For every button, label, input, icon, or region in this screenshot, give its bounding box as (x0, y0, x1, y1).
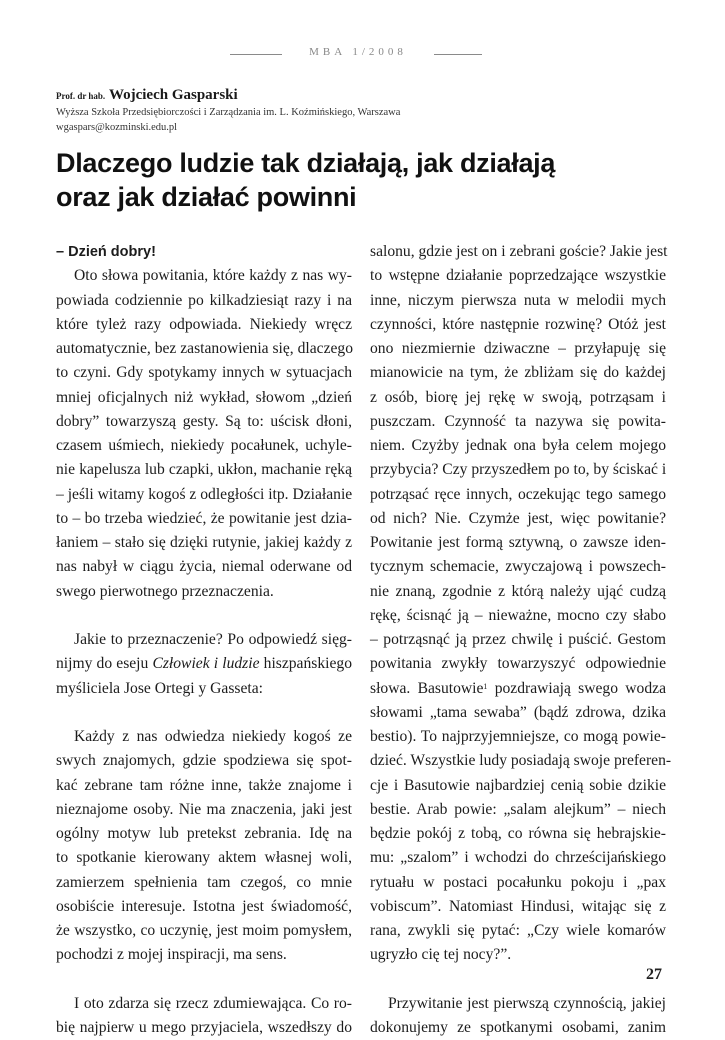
title-line-1: Dlaczego ludzie tak działają, jak działają (56, 148, 556, 178)
text-line: to – bo trzeba wiedzieć, że powitanie jest dzia- (56, 509, 352, 527)
footnote-marker[interactable]: 1 (483, 681, 488, 691)
article-title (56, 146, 676, 214)
author-title: Prof. dr hab. (56, 91, 106, 101)
text-line: to czyni. Gdy spotykamy innych w sytuacjach (56, 364, 352, 382)
text-line: – potrząsnąć ją przez chwilę i puścić. Gestom (370, 631, 666, 648)
title-line-2: oraz jak działać powinni (56, 182, 357, 212)
text-line: ugryzło cię tej nocy?”. (370, 946, 512, 964)
text-line: potrząsać ręce innych, oczekując tego samego (370, 485, 666, 503)
text-line: od nich? Nie. Czymże jest, więc powitanie? (370, 509, 666, 527)
paragraph-gap (370, 968, 666, 992)
left-column (56, 240, 352, 1040)
text-line-with-footnote (370, 677, 666, 701)
text-run: hiszpańskiego (259, 655, 352, 673)
text-line: bestie. Arab powie: „salam alejkum” – niech (370, 800, 666, 818)
greeting-heading: – Dzień dobry! (56, 244, 156, 260)
paragraph-gap (56, 604, 352, 628)
text-line: rękę, ścisnąć ją – nieważne, mocno czy słabo (370, 606, 666, 624)
text-line: bię najpierw u mego przyjaciela, wszedłszy do (56, 1019, 352, 1036)
text-line: powitania zwykły towarzyszyć odpowiednie (370, 655, 666, 673)
text-line: cje i Basutowie najbardziej cenią sobie dzikie (370, 776, 666, 794)
text-line: – jeśli witamy kogoś z odległości itp. Działanie (56, 485, 353, 503)
quote-line: osobiście interesuje. Istotna jest świadomość, (56, 897, 352, 915)
text-line: swego pierwotnego przeznaczenia. (56, 582, 274, 600)
text-line: Powitanie jest formą sztywną, o zawsze iden- (370, 534, 666, 551)
running-header (230, 46, 482, 62)
text-line: dobry” towarzyszą gesty. Są to: uścisk dłoni, (56, 412, 352, 430)
quote-line: nieznajome osoby. Nie ma znaczenia, jaki jest (56, 800, 352, 818)
text-line: rytuału w postaci pocałunku pokoju i „pax (370, 873, 666, 891)
text-line: myśliciela Jose Ortegi y Gasseta: (56, 679, 263, 697)
text-line: powiada codziennie po kilkadziesiąt razy i na (56, 291, 352, 309)
text-run: nijmy do eseju (56, 655, 153, 673)
text-line: puszczam. Czynność ta nazywa się powita- (370, 412, 666, 430)
text-line: łaniem – stało się dzięki rutynie, jakiej każdy z (56, 534, 352, 551)
quote-line: pochodzi z mojej inspiracji, ma sens. (56, 946, 287, 964)
text-line: przybycia? Czy przyszedłem po to, by ściskać i (370, 461, 667, 479)
quote-line: zamierzem spełnienia tam czegoś, co mnie (56, 873, 352, 891)
author-name: Wojciech Gasparski (108, 87, 238, 103)
text-line: nie znaną, zgodnie z którą należy ująć cudzą (370, 582, 666, 600)
paragraph-gap (56, 968, 352, 992)
text-line: będzie pokój z tobą, co równa się hebrajskie- (370, 825, 666, 842)
author-line (56, 86, 676, 105)
quote-line: Każdy z nas odwiedza niekiedy kogoś ze (74, 728, 352, 745)
page-number: 27 (646, 966, 662, 983)
text-line: nas nabył w ciągu życia, niemal oderwane od (56, 558, 352, 576)
author-block (56, 86, 676, 135)
author-email: wgaspars@kozminski.edu.pl (56, 122, 178, 133)
text-line: mianowicie na tym, że zbliżam się do każdej (370, 364, 666, 382)
text-line: inne, niczym pierwsza nuta w melodii mych (370, 291, 666, 309)
text-line: słowami „tama sewaba” (bądź zdrowa, dzika (370, 703, 666, 721)
text-line: czasem uśmiech, niekiedy pocałunek, uchyle- (56, 437, 352, 454)
author-affiliation: Wyższa Szkoła Przedsiębiorczości i Zarządzania im. L. Koźmińskiego, Warszawa (56, 107, 401, 118)
book-title: Człowiek i ludzie (152, 655, 260, 673)
running-title: MBA 1/2008 (309, 46, 407, 58)
paragraph-gap (56, 701, 352, 725)
quote-line: że wszystko, co uczynię, jest moim pomysłem, (56, 922, 352, 939)
text-run: słowa. Basutowie (370, 679, 484, 697)
text-line: czynności, które następnie rozwinę? Otóż jest (370, 315, 666, 333)
text-run: pozdrawiają swego wodza (487, 679, 666, 697)
right-column (370, 240, 672, 1040)
text-line: z osób, biorę jej rękę w swoją, potrząsam i (370, 388, 666, 406)
text-line: mniej oficjalnych niż wykład, słowom „dzień (56, 388, 352, 406)
quote-line: kać zebrane tam różne inne, także znajome i (56, 776, 352, 794)
text-line: salonu, gdzie jest on i zebrani goście? Jakie jest (370, 243, 668, 260)
quote-line: to spotkanie kierowany aktem własnej woli, (56, 849, 352, 867)
text-line: mu: „szalom” i wchodzi do chrześcijańskiego (370, 849, 666, 867)
text-line: niem. Czyżby jednak ona była celem mojego (370, 437, 666, 454)
text-line: vobiscum”. Natomiast Hindusi, witając się z (370, 897, 666, 915)
text-line: Przywitanie jest pierwszą czynnością, jakiej (388, 994, 666, 1012)
text-line: które tyleż razy odpowiada. Niekiedy wręcz (56, 315, 352, 333)
text-line: dokonujemy ze spotkanymi osobami, zanim (370, 1019, 666, 1036)
text-line: rana, zwykli się pytać: „Czy wiele komarów (370, 922, 666, 939)
header-rule-left (230, 54, 282, 55)
quote-line: ogólny motyw lub pretekst zebrania. Idę na (56, 825, 352, 842)
text-line: bestio). To najprzyjemniejsze, co mogą powie- (370, 728, 666, 745)
text-line: Jakie to przeznaczenie? Po odpowiedź sięg- (74, 631, 352, 648)
text-line: tycznym schemacie, zwyczajową i powszech- (370, 558, 666, 576)
text-line: dzieć. Wszystkie ludy posiadają swoje preferen- (370, 752, 672, 770)
text-line-with-title (56, 652, 352, 676)
text-line: ono niezmiernie dziwaczne – przyłapuję się (370, 340, 666, 357)
text-line: I oto zdarza się rzecz zdumiewająca. Co ro- (74, 994, 352, 1012)
text-line: Oto słowa powitania, które każdy z nas wy- (74, 267, 352, 285)
text-line: nie kapelusza lub czapki, ukłon, machanie ręką (56, 461, 352, 479)
text-line: to wstępne działanie poprzedzające wszystkie (370, 267, 666, 285)
quote-line: swych znajomych, gdzie spodziewa się spot- (56, 752, 352, 770)
header-rule-right (434, 54, 482, 55)
text-line: automatycznie, bez zastanowienia się, dlaczego (56, 340, 354, 357)
